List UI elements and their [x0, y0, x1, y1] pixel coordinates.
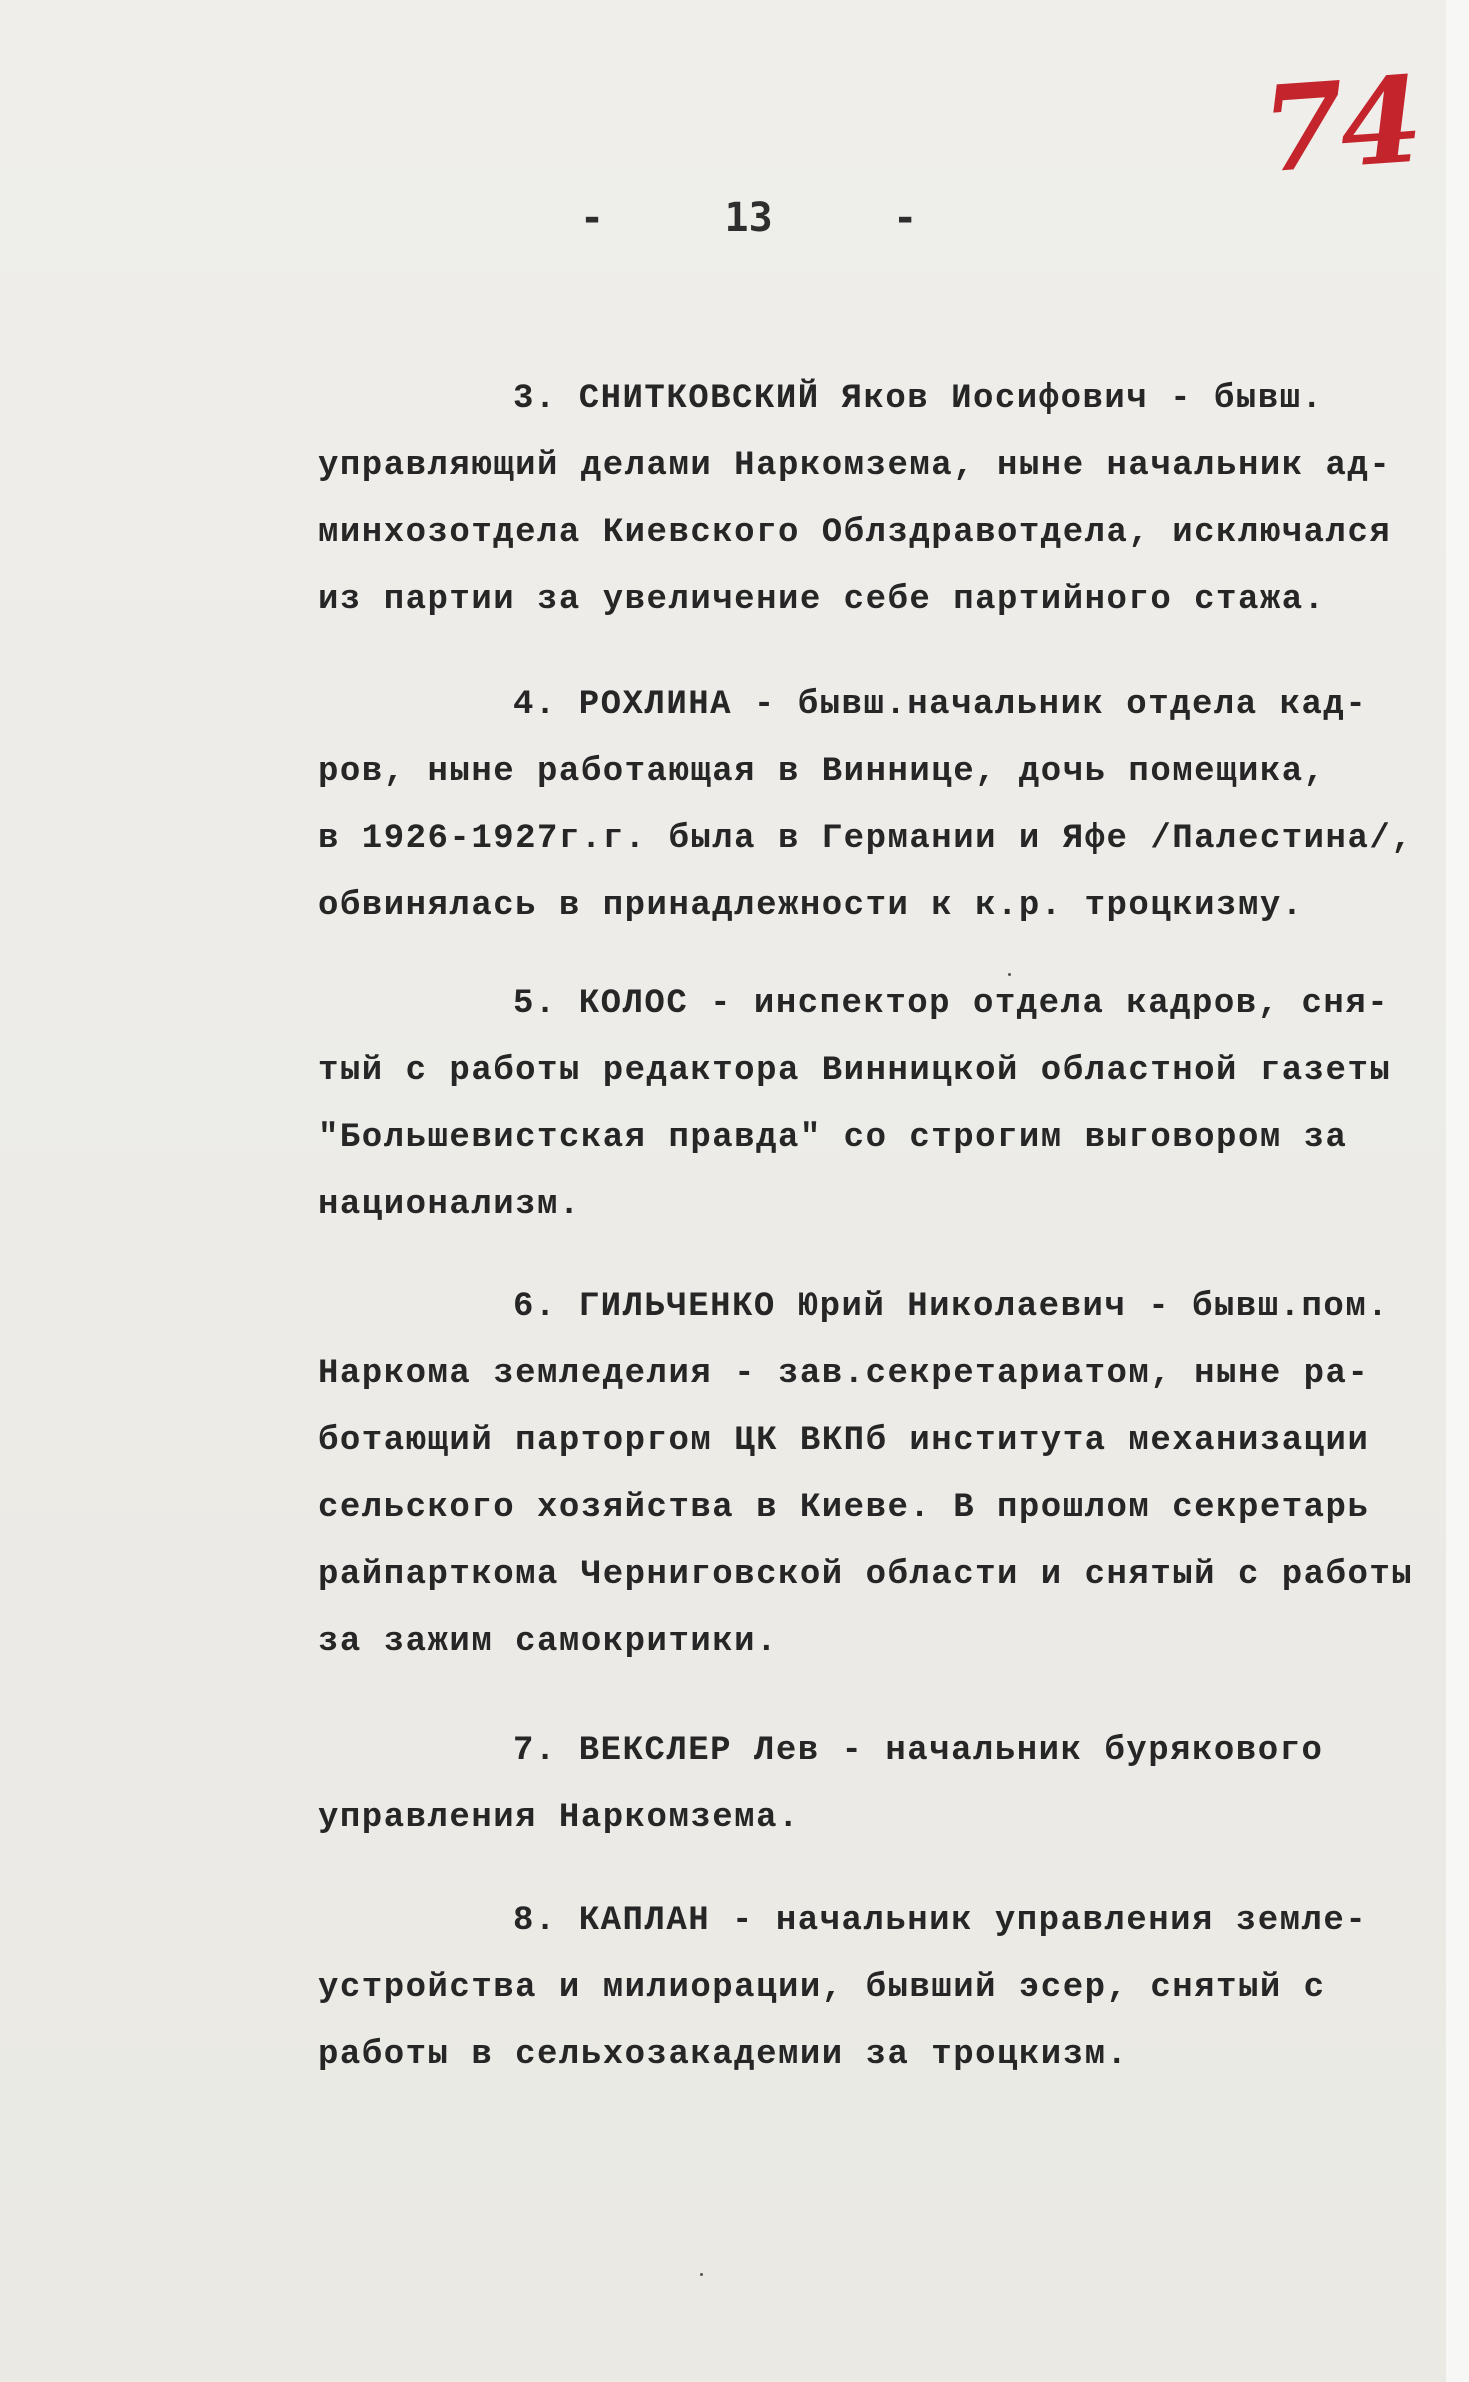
list-item-entry-3 [318, 366, 1391, 634]
list-item-entry-7 [318, 1718, 1323, 1852]
entry-line: управления Наркомзема. [318, 1799, 800, 1837]
page-number-value: 13 [724, 195, 773, 241]
entry-line: тый с работы редактора Винницкой областной газеты [318, 1052, 1392, 1090]
entry-line: устройства и милиорации, бывший эсер, снятый с [318, 1969, 1326, 2007]
list-item-entry-6 [318, 1274, 1413, 1676]
entry-line: сельского хозяйства в Киеве. В прошлом секретарь [318, 1489, 1370, 1527]
entry-line: "Большевистская правда" со строгим выговором за [318, 1119, 1348, 1157]
entry-line: 3. СНИТКОВСКИЙ Яков Иосифович - бывш. [513, 380, 1324, 418]
entry-line: райпарткома Черниговской области и снятый с работы [318, 1556, 1414, 1594]
entry-line: национализм. [318, 1186, 581, 1224]
page-number-dash-left: - [580, 195, 605, 241]
paper-speck [1008, 973, 1011, 976]
entry-line: ров, ныне работающая в Виннице, дочь помещика, [318, 753, 1326, 791]
entry-line: минхозотдела Киевского Облздравотдела, исключался [318, 514, 1392, 552]
entry-line: из партии за увеличение себе партийного стажа. [318, 581, 1326, 619]
page-number-dash-right: - [893, 195, 918, 241]
entry-line: ботающий парторгом ЦК ВКПб института механизации [318, 1422, 1370, 1460]
archive-folio-number: 74 [1257, 49, 1423, 200]
entry-line: Наркома земледелия - зав.секретариатом, ныне ра- [318, 1355, 1370, 1393]
list-item-entry-4 [318, 672, 1413, 940]
entry-line: 4. РОХЛИНА - бывш.начальник отдела кад- [513, 686, 1368, 724]
list-item-entry-8 [318, 1888, 1367, 2089]
entry-line: в 1926-1927г.г. была в Германии и Яфе /Палестина/, [318, 820, 1414, 858]
entry-line: за зажим самокритики. [318, 1623, 778, 1661]
entry-line: 8. КАПЛАН - начальник управления земле- [513, 1902, 1368, 1940]
entry-line: обвинялась в принадлежности к к.р. троцкизму. [318, 887, 1304, 925]
entry-line: управляющий делами Наркомзема, ныне начальник ад- [318, 447, 1392, 485]
entry-line: 6. ГИЛЬЧЕНКО Юрий Николаевич - бывш.пом. [513, 1288, 1390, 1326]
page-number [580, 195, 917, 241]
entry-line: работы в сельхозакадемии за троцкизм. [318, 2036, 1129, 2074]
paper-speck [700, 2273, 703, 2276]
list-item-entry-5 [318, 971, 1391, 1239]
entry-line: 7. ВЕКСЛЕР Лев - начальник бурякового [513, 1732, 1324, 1770]
page-edge [1446, 0, 1469, 2382]
entry-line: 5. КОЛОС - инспектор отдела кадров, сня- [513, 985, 1390, 1023]
